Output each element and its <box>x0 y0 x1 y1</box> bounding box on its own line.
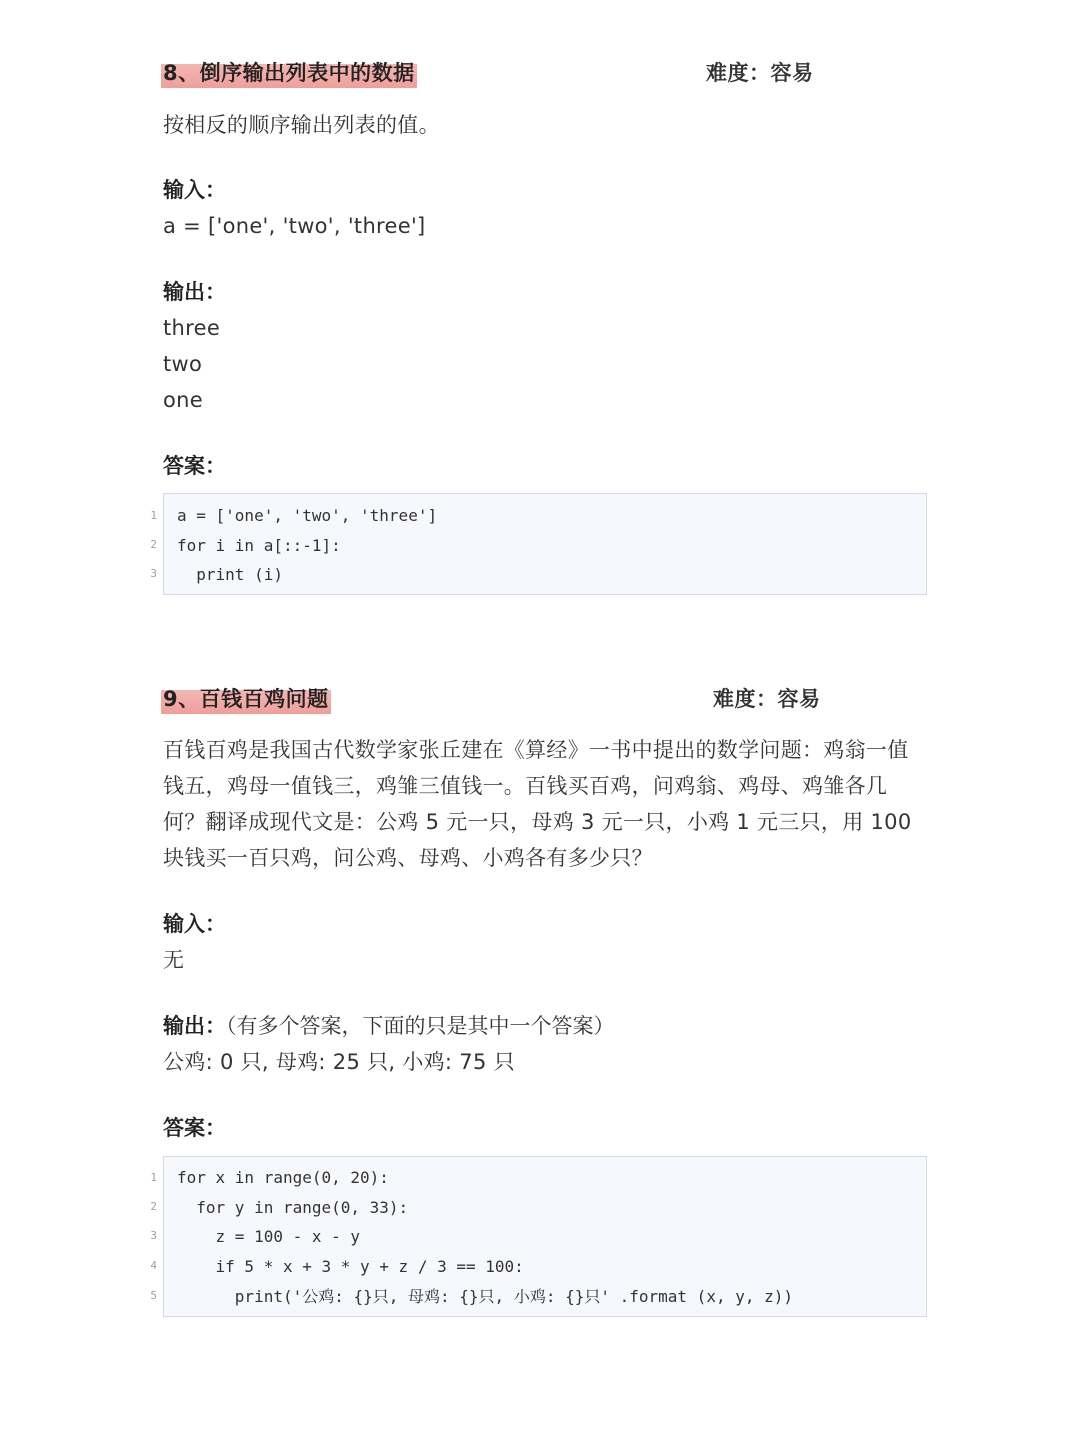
question-9-code-block <box>163 1156 927 1317</box>
question-8-answer-label: 答案： <box>163 454 226 478</box>
question-8-output-line: two <box>163 352 203 376</box>
line-number: 1 <box>150 1171 157 1184</box>
line-number: 2 <box>150 538 157 551</box>
line-number: 3 <box>150 567 157 580</box>
question-9-title: 9、百钱百鸡问题 <box>161 684 331 714</box>
question-8-description: 按相反的顺序输出列表的值。 <box>163 113 440 137</box>
code-line: print (i) <box>177 565 283 584</box>
question-9-input-value: 无 <box>163 948 185 972</box>
line-number: 4 <box>150 1259 157 1272</box>
question-9-difficulty: 难度：容易 <box>713 687 821 711</box>
question-8-title: 8、倒序输出列表中的数据 <box>161 58 417 88</box>
question-9-output-label <box>163 1011 615 1041</box>
line-number: 3 <box>150 1229 157 1242</box>
code-line: print('公鸡: {}只, 母鸡: {}只, 小鸡: {}只' .format (x, y, z)) <box>177 1287 794 1306</box>
question-9-description-line: 百钱百鸡是我国古代数学家张丘建在《算经》一书中提出的数学问题：鸡翁一值 <box>163 738 909 762</box>
question-8-output-label: 输出： <box>163 280 226 304</box>
question-9-output-value: 公鸡: 0 只, 母鸡: 25 只, 小鸡: 75 只 <box>163 1050 515 1074</box>
question-9-description-line: 块钱买一百只鸡，问公鸡、母鸡、小鸡各有多少只？ <box>163 846 653 870</box>
question-8-output-line: three <box>163 316 221 340</box>
output-label-text: 输出： <box>163 1014 226 1038</box>
line-number: 1 <box>150 509 157 522</box>
question-8-input-label: 输入： <box>163 178 226 202</box>
line-number: 5 <box>150 1289 157 1302</box>
question-8-input-value: a = ['one', 'two', 'three'] <box>163 214 426 238</box>
code-line: z = 100 - x - y <box>177 1227 361 1246</box>
question-9-input-label: 输入： <box>163 912 226 936</box>
question-8-output-line: one <box>163 388 203 412</box>
code-line: for i in a[::-1]: <box>177 536 341 555</box>
output-note: （有多个答案，下面的只是其中一个答案） <box>226 1014 615 1038</box>
line-number: 2 <box>150 1200 157 1213</box>
question-8-difficulty: 难度：容易 <box>706 61 814 85</box>
question-9-answer-label: 答案： <box>163 1116 226 1140</box>
question-9-description-line: 何？翻译成现代文是：公鸡 5 元一只，母鸡 3 元一只，小鸡 1 元三只，用 100 <box>163 810 912 834</box>
question-8-code-block <box>163 493 927 595</box>
code-line: for y in range(0, 33): <box>177 1198 409 1217</box>
code-line: a = ['one', 'two', 'three'] <box>177 506 438 525</box>
question-9-description-line: 钱五，鸡母一值钱三，鸡雏三值钱一。百钱买百鸡，问鸡翁、鸡母、鸡雏各几 <box>163 774 888 798</box>
code-line: for x in range(0, 20): <box>177 1168 389 1187</box>
code-line: if 5 * x + 3 * y + z / 3 == 100: <box>177 1257 524 1276</box>
